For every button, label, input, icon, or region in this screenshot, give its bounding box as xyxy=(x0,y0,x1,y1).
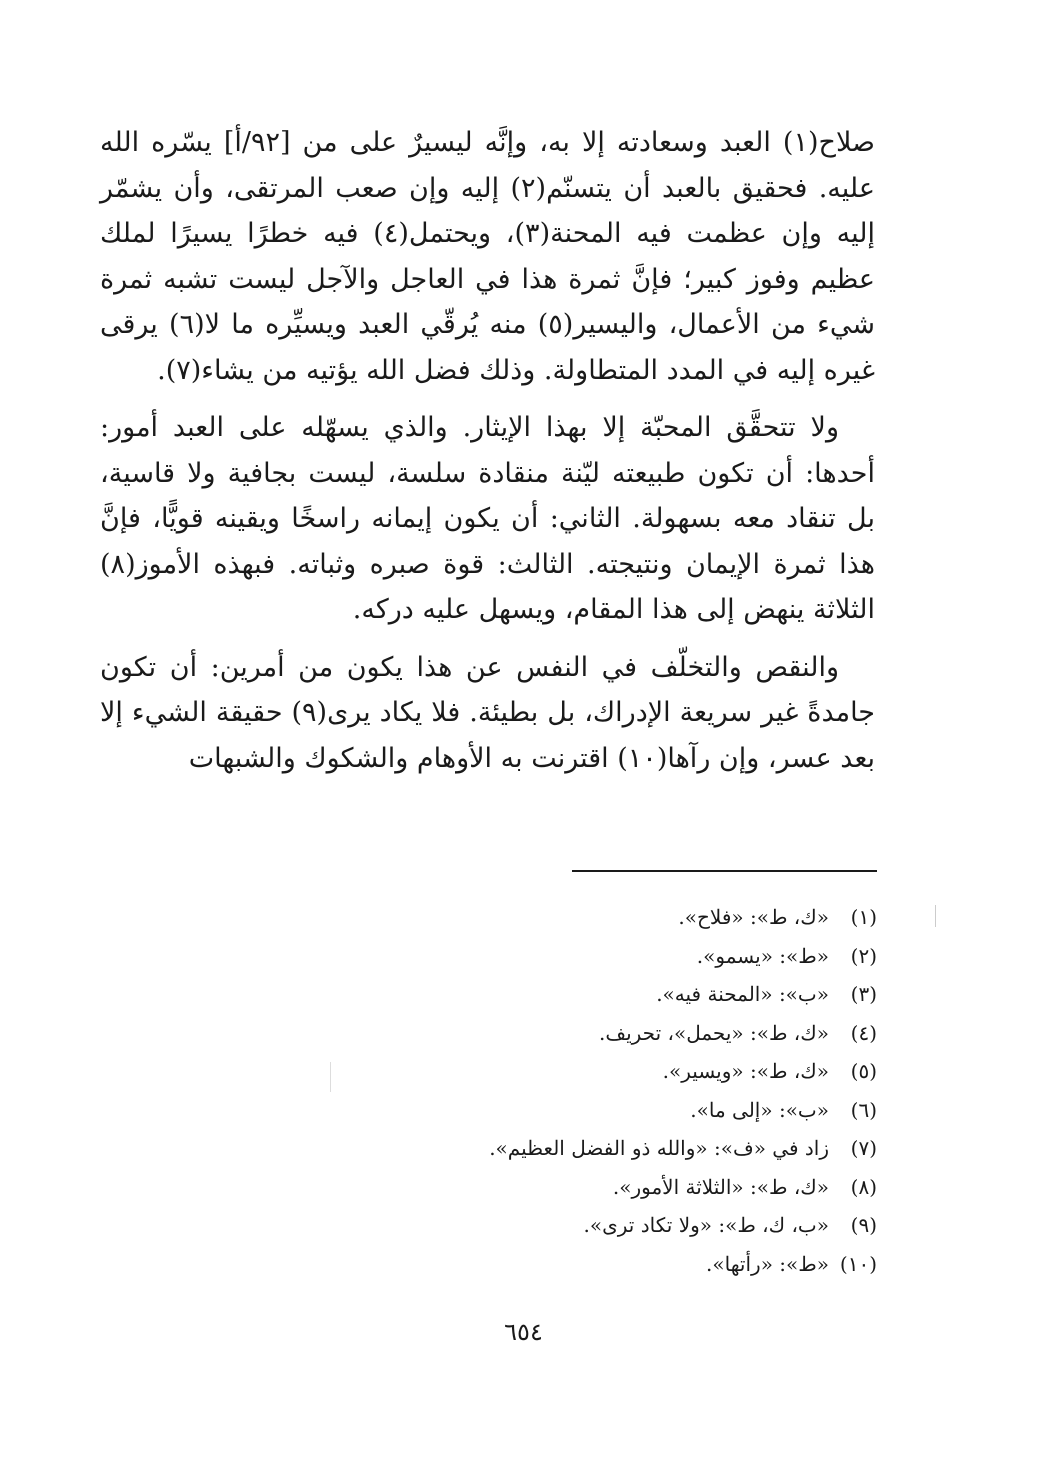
footnote-text: «ب»: «إلى ما». xyxy=(690,1097,829,1122)
main-text xyxy=(100,120,875,793)
footnote-text: «ك، ط»: «ويسير». xyxy=(662,1059,829,1083)
footnote-2 xyxy=(380,937,877,976)
footnote-number: (٧) xyxy=(850,1136,877,1160)
footnote-number: (٢) xyxy=(850,943,877,968)
page-number: ٦٥٤ xyxy=(504,1318,543,1346)
footnote-text: «ب»: «المحنة فيه». xyxy=(656,982,829,1006)
footnote-7 xyxy=(380,1129,877,1168)
footnote-number: (٤) xyxy=(850,1020,877,1045)
paragraph-1: صلاح(١) العبد وسعادته إلا به، وإنَّه ليسيرٌ على من [٩٢/أ] يسّره الله عليه. فحقيق بالعبد أن يتسنّم(٢) إليه وإن صعب المرتقى، وأن يشمّر إليه وإن عظمت فيه المحنة(٣)، ويحتمل(٤) فيه خطرًا يسيرًا لملك عظيم وفوز كبير؛ فإنَّ ثمرة هذا في العاجل والآجل ليست تشبه ثمرة شيء من الأعمال، واليسير(٥) منه يُرقّي العبد ويسيِّره ما لا(٦) يرقى غيره إليه في المدد المتطاولة. وذلك فضل الله يؤتيه من يشاء(٧). xyxy=(100,127,875,386)
footnote-3 xyxy=(380,975,877,1014)
footnote-5 xyxy=(380,1052,877,1091)
footnote-8 xyxy=(380,1168,877,1207)
scan-mark xyxy=(330,1062,331,1092)
footnote-text: «ب، ك، ط»: «ولا تكاد ترى». xyxy=(583,1213,829,1237)
footnote-9 xyxy=(380,1206,877,1245)
footnote-1 xyxy=(380,898,877,937)
paragraph-2: ولا تتحقَّق المحبّة إلا بهذا الإيثار. والذي يسهّله على العبد أمور: أحدها: أن تكون طبيعته ليّنة منقادة سلسة، ليست بجافية ولا قاسية، بل تنقاد معه بسهولة. الثاني: أن يكون إيمانه راسخًا ويقينه قويًّا، فإنَّ هذا ثمرة الإيمان ونتيجته. الثالث: قوة صبره وثباته. فبهذه الأموز(٨) الثلاثة ينهض إلى هذا المقام، ويسهل عليه دركه. xyxy=(100,412,875,625)
footnote-text: زاد في «ف»: «والله ذو الفضل العظيم». xyxy=(489,1136,829,1160)
footnote-number: (٩) xyxy=(850,1213,877,1237)
footnote-text: «ك، ط»: «الثلاثة الأمور». xyxy=(612,1174,829,1199)
footnote-text: «ط»: «رأتها». xyxy=(706,1251,829,1276)
footnote-number: (٣) xyxy=(850,982,877,1006)
footnote-4 xyxy=(380,1014,877,1053)
paragraph-3: والنقص والتخلّف في النفس عن هذا يكون من أمرين: أن تكون جامدةً غير سريعة الإدراك، بل بطيئة. فلا يكاد يرى(٩) حقيقة الشيء إلا بعد عسر، وإن رآها(١٠) اقترنت به الأوهام والشكوك والشبهات xyxy=(100,651,875,774)
footnote-number: (٥) xyxy=(850,1059,877,1083)
scan-mark xyxy=(935,905,936,927)
footnote-text: «ط»: «يسمو». xyxy=(696,943,829,968)
footnote-separator xyxy=(572,870,877,872)
footnote-text: «ك، ط»: «يحمل»، تحريف. xyxy=(599,1020,829,1045)
footnote-number: (٨) xyxy=(850,1174,877,1199)
footnote-10 xyxy=(380,1245,877,1284)
footnote-text: «ك، ط»: «فلاح». xyxy=(678,905,829,929)
footnote-number: (١٠) xyxy=(839,1251,877,1276)
footnote-6 xyxy=(380,1091,877,1130)
footnotes xyxy=(380,898,877,1283)
footnote-number: (٦) xyxy=(850,1097,877,1122)
footnote-number: (١) xyxy=(850,905,877,929)
